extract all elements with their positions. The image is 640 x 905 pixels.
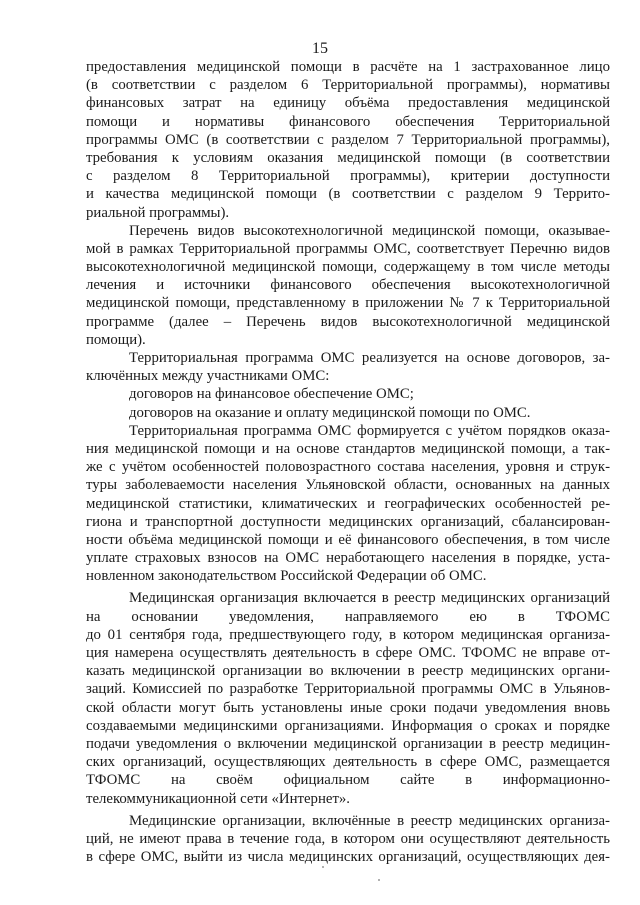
- paragraph: [86, 58, 610, 222]
- text-line: телекоммуникационной сети «Интернет».: [86, 790, 351, 807]
- text-line: создаваемыми медицинскими организациями. Информация о сроках и порядке: [86, 717, 610, 734]
- text-line: туры заболеваемости населения Ульяновской области, основанных на данных: [86, 477, 610, 494]
- text-line: ности объёма медицинской помощи и её финансового обеспечения, в том числе: [86, 531, 610, 548]
- text-line: предоставления медицинской помощи в расчёте на 1 застрахованное лицо: [86, 59, 610, 75]
- text-line: лечения и источники финансового обеспечения высокотехнологичной: [86, 277, 610, 294]
- text-line: Медицинские организации, включённые в реестр медицинских организа-: [129, 812, 610, 829]
- text-line: программы ОМС (в соответствии с разделом 7 Территориальной программы),: [86, 131, 610, 148]
- text-line: подачи уведомления о включении медицинской организации в реестр медицин-: [86, 735, 610, 752]
- text-line: мой в рамках Территориальной программы ОМС, соответствует Перечню видов: [86, 240, 610, 257]
- paragraph: [86, 349, 610, 385]
- text-line: на основании уведомления, направляемого ею в ТФОМС: [86, 608, 610, 625]
- text-line: в сфере ОМС, выйти из числа медицинских организаций, осуществляющих дея-: [86, 849, 610, 866]
- text-line: ских организаций, осуществляющих деятельность в сфере ОМС, размещается: [86, 754, 610, 771]
- text-line: (в соответствии с разделом 6 Территориальной программы), нормативы: [86, 77, 610, 94]
- text-line: требования к условиям оказания медицинской помощи (в соответствии: [86, 149, 610, 166]
- scan-speck: [322, 866, 324, 868]
- text-line: ния медицинской помощи и на основе стандартов медицинской помощи, а так-: [86, 440, 610, 457]
- text-line: и качества медицинской помощи (в соответствии с разделом 9 Террито-: [86, 186, 610, 203]
- text-line: помощи).: [86, 331, 146, 348]
- text-line: ция намерена осуществлять деятельность в сфере ОМС. ТФОМС не вправе от-: [86, 645, 610, 661]
- paragraph: [86, 222, 610, 349]
- text-line: ской области могут быть установлены иные сроки подачи уведомления вновь: [86, 699, 610, 716]
- text-line: риальной программы).: [86, 204, 230, 221]
- text-line: договоров на финансовое обеспечение ОМС;: [129, 386, 414, 403]
- text-line: высокотехнологичной медицинской помощи, содержащему в том числе методы: [86, 259, 610, 276]
- paragraph: [86, 422, 610, 586]
- text-line: программе (далее – Перечень видов высокотехнологичной медицинской: [86, 313, 610, 330]
- page-number: 15: [312, 40, 328, 57]
- text-line: до 01 сентября года, предшествующего году, в котором медицинская организа-: [86, 626, 610, 643]
- text-line: Территориальная программа ОМС формируется с учётом порядков оказа-: [129, 422, 610, 439]
- text-line: с разделом 8 Территориальной программы), критерии доступности: [86, 168, 610, 185]
- text-line: финансовых затрат на единицу объёма предоставления медицинской: [86, 95, 610, 112]
- text-line: Перечень видов высокотехнологичной медицинской помощи, оказывае-: [129, 222, 610, 239]
- text-line: же с учётом особенностей половозрастного состава населения, уровня и струк-: [86, 459, 610, 476]
- document-body: [86, 58, 610, 866]
- text-line: ключённых между участниками ОМС:: [86, 368, 330, 385]
- paragraph: [86, 812, 610, 867]
- text-line: Территориальная программа ОМС реализуется на основе договоров, за-: [129, 350, 610, 366]
- text-line: медицинской помощи, представленному в приложении № 7 к Территориальной: [86, 295, 610, 312]
- text-line: казать медицинской организации во включении в реестр медицинских органи-: [86, 663, 610, 680]
- paragraph: [86, 404, 610, 422]
- text-line: Медицинская организация включается в реестр медицинских организаций: [129, 590, 610, 607]
- text-line: гиона и транспортной доступности медицинских организаций, сбалансирован-: [86, 513, 610, 530]
- paragraph: [86, 385, 610, 403]
- text-line: ций, не имеют права в течение года, в котором они осуществляют деятельность: [86, 830, 610, 847]
- text-line: новленном законодательством Российской Федерации об ОМС.: [86, 568, 487, 585]
- text-line: ТФОМС на своём официальном сайте в информационно-: [86, 772, 610, 789]
- text-line: медицинской статистики, климатических и географических особенностей ре-: [86, 495, 610, 512]
- paragraph: [86, 589, 610, 807]
- text-line: договоров на оказание и оплату медицинской помощи по ОМС.: [129, 404, 531, 421]
- text-line: заций. Комиссией по разработке Территориальной программы ОМС в Ульянов-: [86, 681, 610, 698]
- text-line: уплате страховых взносов на ОМС неработающего населения в порядке, уста-: [86, 550, 610, 567]
- scan-speck: [378, 879, 380, 881]
- text-line: помощи и нормативы финансового обеспечения Территориальной: [86, 113, 610, 130]
